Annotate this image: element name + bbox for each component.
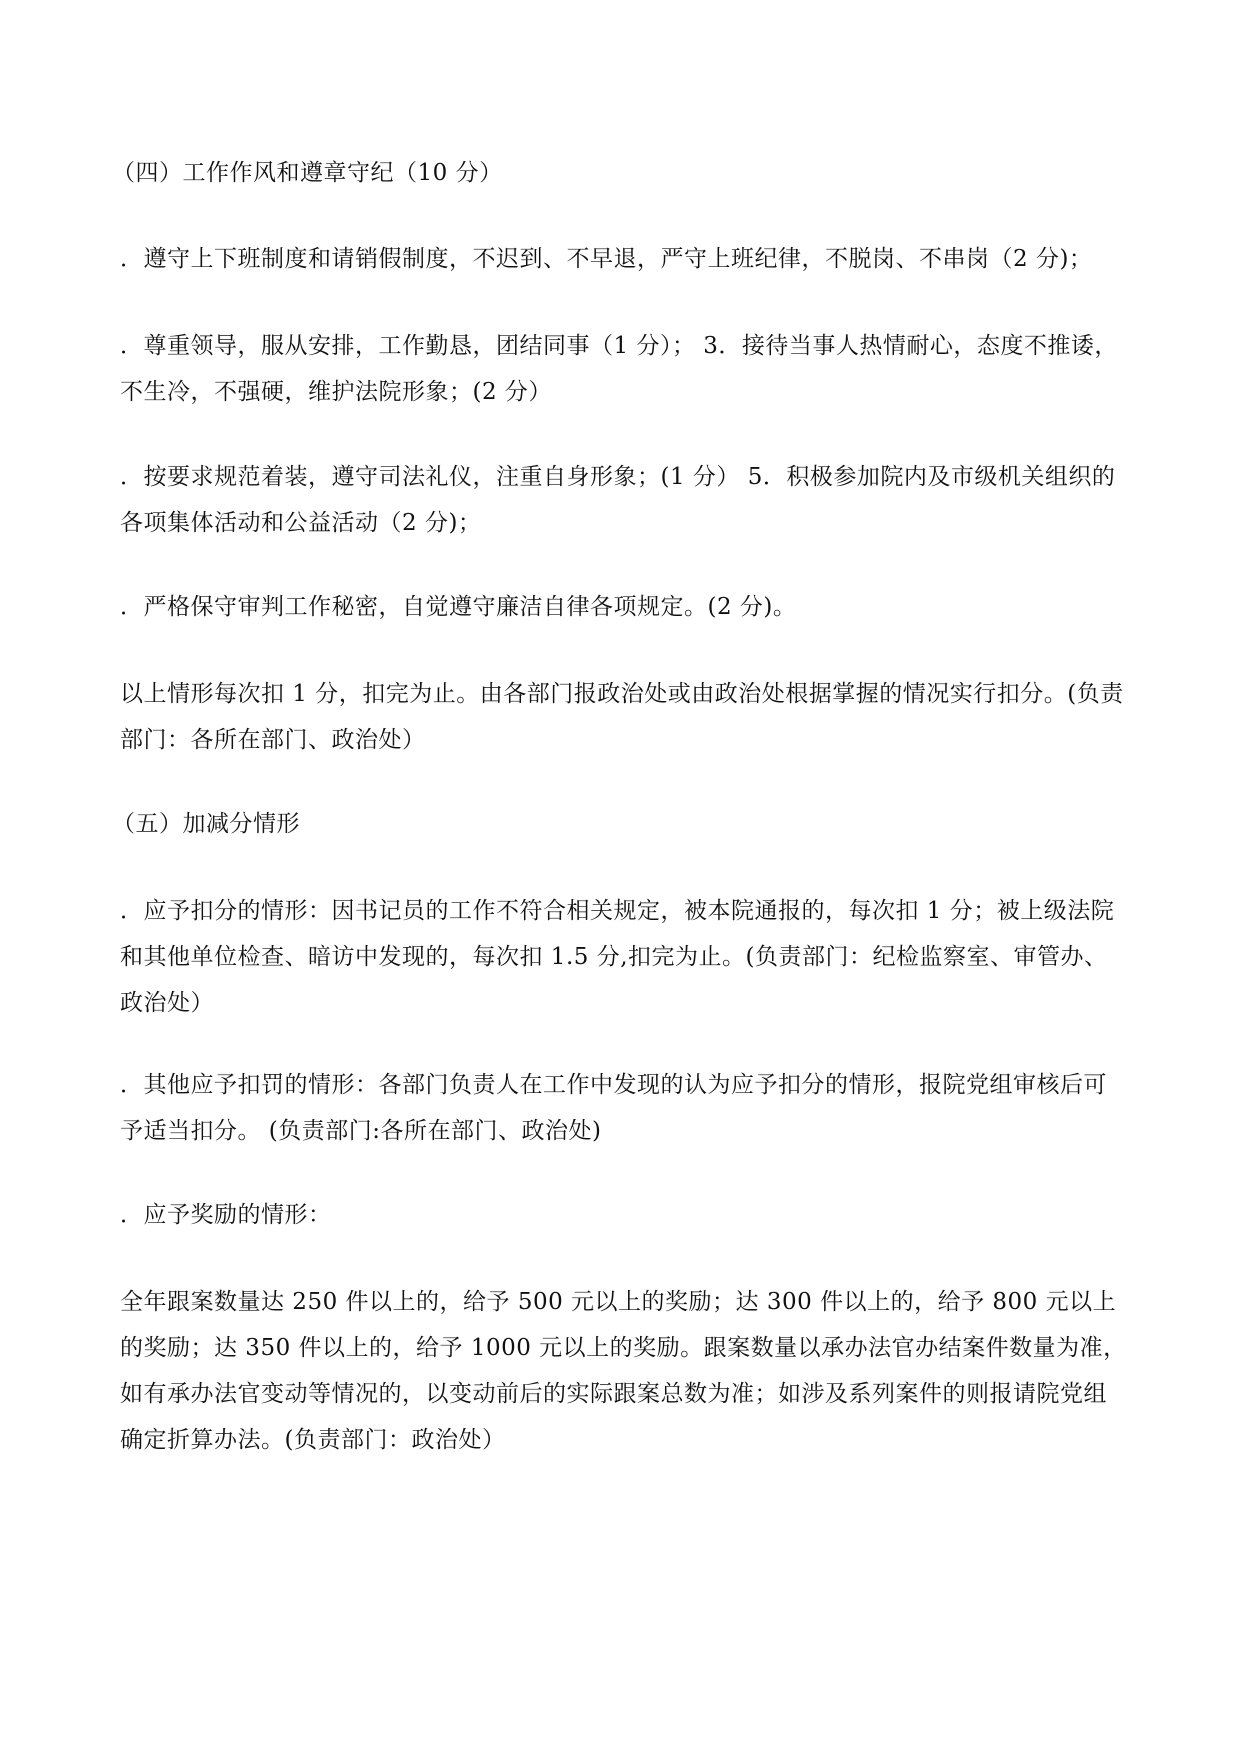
reward-paragraph: 全年跟案数量达 250 件以上的，给予 500 元以上的奖励；达 300 件以上的，给予 800 元以上的奖励；达 350 件以上的，给予 1000 元以上的奖励。跟案数量以承办法官办结案件数量为准，如有承办法官变动等情况的，以变动前后的实际跟案总数为准；如涉及系列案件的则报请院党组确定折算办法。(负责部门：政治处） (120, 1289, 1127, 1453)
section-5-heading: （五）加减分情形 (112, 811, 300, 837)
section-5-item-1: ．应予扣分的情形：因书记员的工作不符合相关规定，被本院通报的，每次扣 1 分；被上级法院和其他单位检查、暗访中发现的，每次扣 1.5 分,扣完为止。(负责部门：纪检监察室、审管办、政治处） (120, 898, 1115, 1016)
section-4-deduction-note: 以上情形每次扣 1 分，扣完为止。由各部门报政治处或由政治处根据掌握的情况实行扣分。(负责部门：各所在部门、政治处） (120, 681, 1124, 753)
section-5-item-3: ．应予奖励的情形： (120, 1202, 332, 1228)
section-4-item-1: ．遵守上下班制度和请销假制度，不迟到、不早退，严守上班纪律，不脱岗、不串岗（2 分)； (120, 246, 1093, 272)
section-4-item-2: ．尊重领导，服从安排，工作勤恳，团结同事（1 分）； 3．接待当事人热情耐心，态度不推诿，不生冷，不强硬，维护法院形象；(2 分） (120, 333, 1118, 405)
section-4-item-4: ．严格保守审判工作秘密，自觉遵守廉洁自律各项规定。(2 分)。 (120, 594, 797, 620)
section-4-heading: （四）工作作风和遵章守纪（10 分） (112, 160, 503, 186)
section-5-item-2: ．其他应予扣罚的情形：各部门负责人在工作中发现的认为应予扣分的情形，报院党组审核后可予适当扣分。 (负责部门:各所在部门、政治处) (120, 1072, 1107, 1144)
section-4-item-3: ．按要求规范着装，遵守司法礼仪，注重自身形象；(1 分） 5．积极参加院内及市级机关组织的各项集体活动和公益活动（2 分)； (120, 464, 1116, 536)
